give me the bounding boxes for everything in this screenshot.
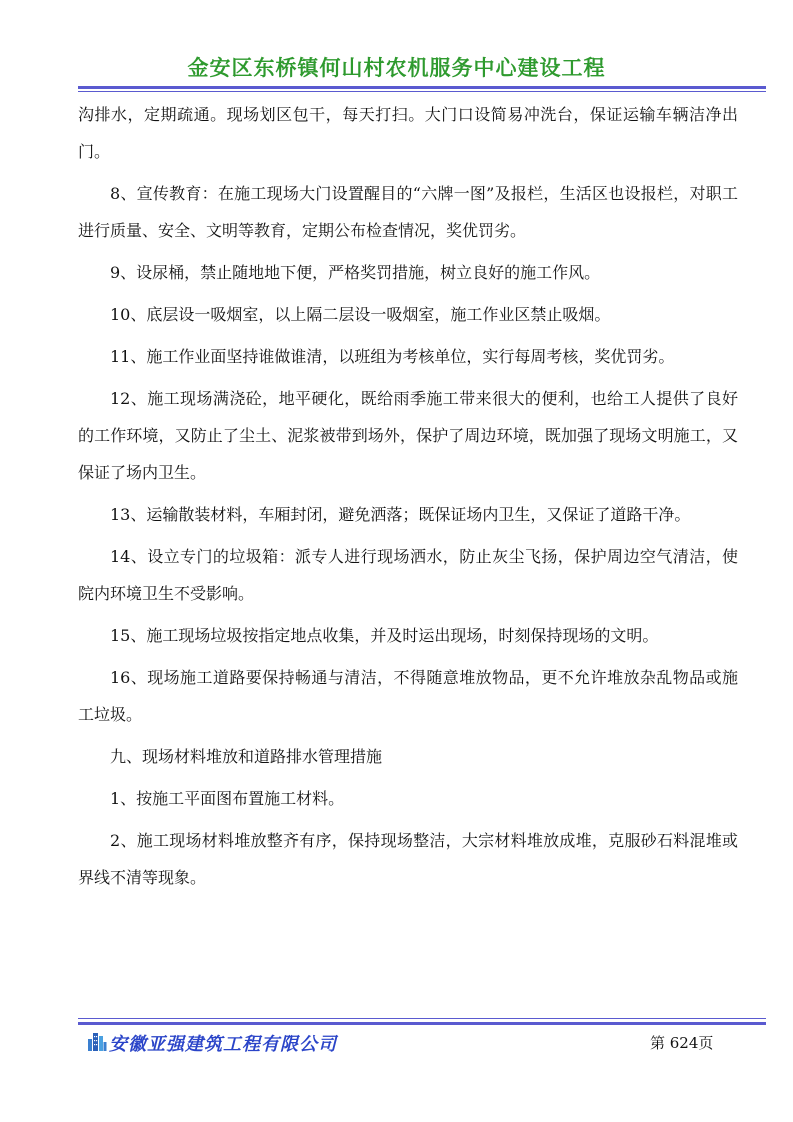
paragraph: 8、宣传教育：在施工现场大门设置醒目的“六牌一图”及报栏，生活区也设报栏，对职工进行质量、安全、文明等教育，定期公布检查情况，奖优罚劣。 (78, 184, 738, 240)
paragraph: 沟排水，定期疏通。现场划区包干，每天打扫。大门口设简易冲洗台，保证运输车辆洁净出门。 (78, 105, 738, 161)
paragraph: 10、底层设一吸烟室，以上隔二层设一吸烟室，施工作业区禁止吸烟。 (110, 305, 611, 324)
header-rule-thick (78, 86, 766, 89)
paragraph: 16、现场施工道路要保持畅通与清洁，不得随意堆放物品，更不允许堆放杂乱物品或施工垃圾。 (78, 668, 738, 724)
paragraph: 1、按施工平面图布置施工材料。 (110, 789, 345, 808)
paragraph: 15、施工现场垃圾按指定地点收集，并及时运出现场，时刻保持现场的文明。 (110, 626, 659, 645)
paragraph: 2、施工现场材料堆放整齐有序，保持现场整洁，大宗材料堆放成堆，克服砂石料混堆或界线不清等现象。 (78, 831, 738, 887)
footer-rule-thin (78, 1018, 766, 1019)
header-rule-thin (78, 91, 766, 92)
header-title: 金安区东桥镇何山村农机服务中心建设工程 (187, 56, 606, 80)
footer-rule-thick (78, 1022, 766, 1025)
paragraph: 12、施工现场满浇砼，地平硬化，既给雨季施工带来很大的便利，也给工人提供了良好的工作环境，又防止了尘土、泥浆被带到场外，保护了周边环境，既加强了现场文明施工，又保证了场内卫生。 (78, 389, 738, 482)
footer-company: 安徽亚强建筑工程有限公司 (109, 1034, 337, 1055)
paragraph: 11、施工作业面坚持谁做谁清，以班组为考核单位，实行每周考核，奖优罚劣。 (110, 347, 675, 366)
page-number: 第 624页 (650, 1034, 714, 1052)
paragraph: 14、设立专门的垃圾箱：派专人进行现场洒水，防止灰尘飞扬，保护周边空气清洁，使院内环境卫生不受影响。 (78, 547, 738, 603)
paragraph: 13、运输散装材料，车厢封闭，避免洒落；既保证场内卫生，又保证了道路干净。 (110, 505, 691, 524)
section-heading: 九、现场材料堆放和道路排水管理措施 (110, 747, 383, 766)
building-logo-icon (87, 1030, 107, 1052)
document-body (78, 96, 738, 901)
paragraph: 9、设尿桶，禁止随地地下便，严格奖罚措施，树立良好的施工作风。 (110, 263, 601, 282)
